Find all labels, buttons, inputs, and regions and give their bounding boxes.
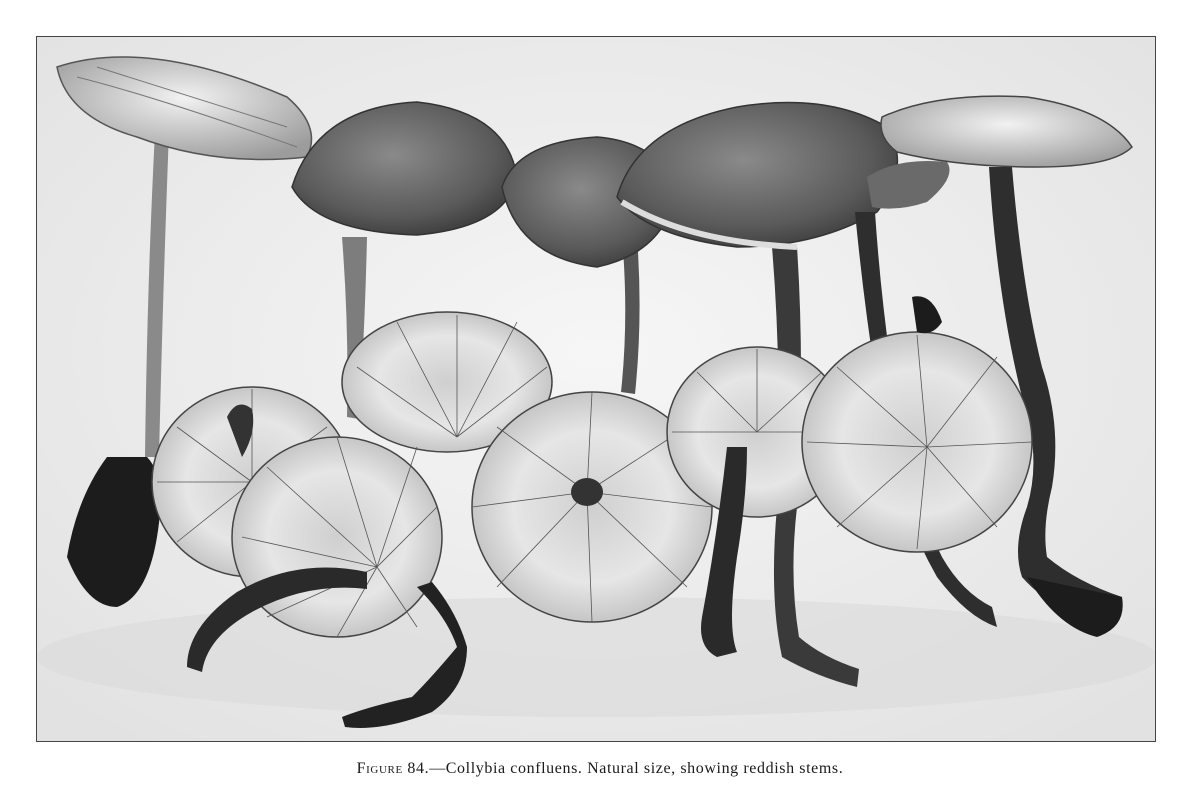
figure-label: Figure 84. bbox=[356, 760, 430, 777]
figure-photo bbox=[36, 36, 1156, 742]
figure-caption bbox=[0, 760, 1200, 778]
figure-caption-text: —Collybia confluens. Natural size, showing reddish stems. bbox=[429, 760, 844, 777]
